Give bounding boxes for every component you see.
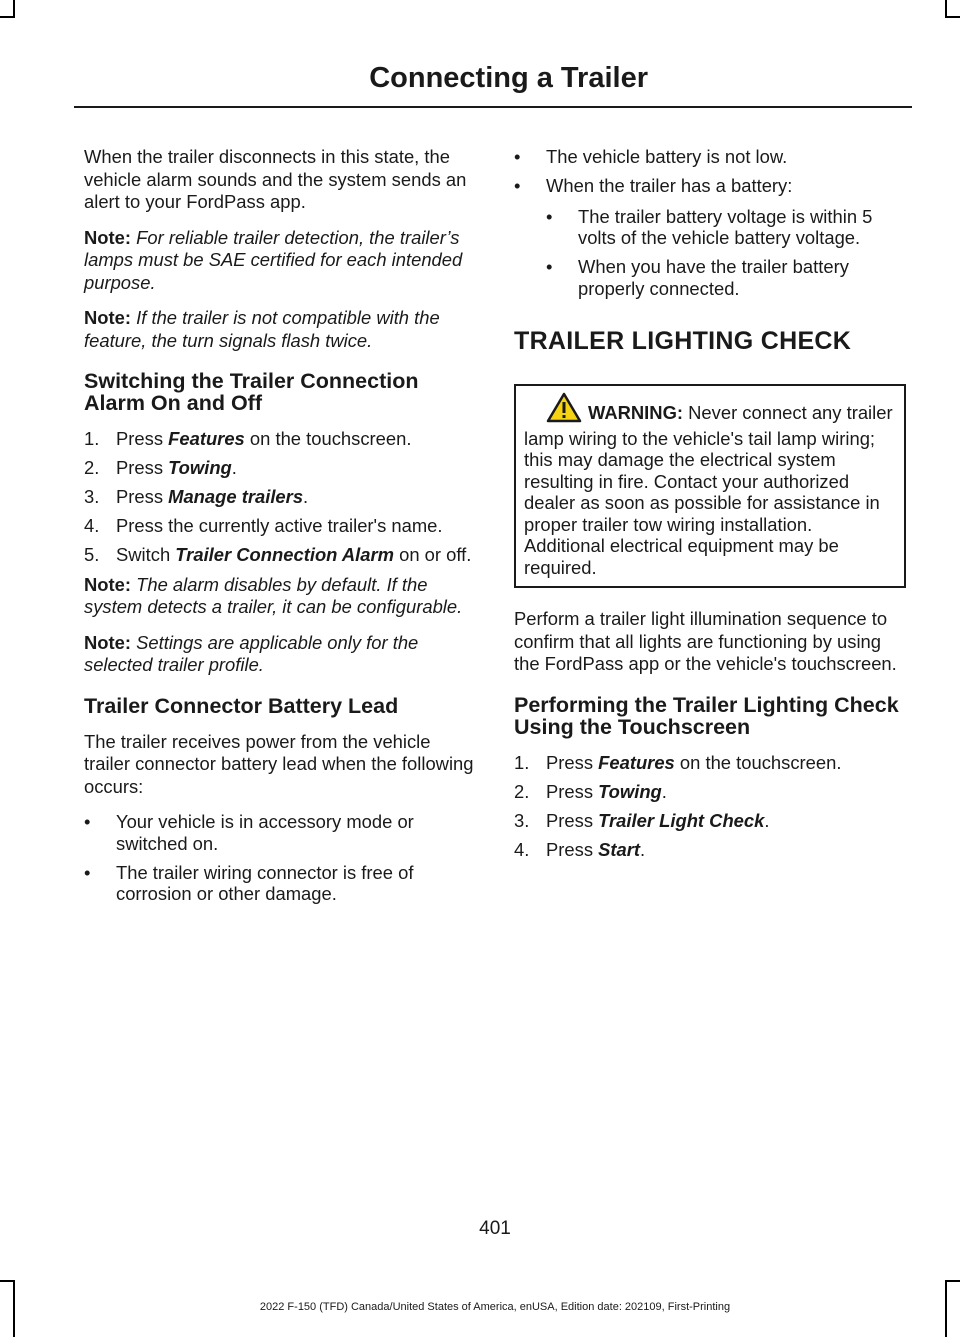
step-number: 4. [514,838,530,860]
footer-edition-info: 2022 F-150 (TFD) Canada/United States of America, enUSA, Edition date: 202109, First-Printing [259,1301,731,1313]
step-ui-label: Features [168,428,245,449]
bullet-item [84,862,476,905]
step-text: . [661,780,667,802]
sub-bullet-item [546,206,906,249]
step-text: Press [546,809,599,831]
intro-paragraph: When the trailer disconnects in this state, the vehicle alarm sounds and the system sends an alert to your FordPass app. [84,146,467,212]
bullet-icon: • [514,175,521,196]
step-item [84,515,476,537]
note-text: For reliable trailer detection, the trailer’s lamps must be SAE certified for each intended purpose. [84,226,463,293]
step-item [514,752,906,774]
note-text: If the trailer is not compatible with the feature, the turn signals flash twice. [84,307,440,351]
step-number: 1. [84,428,100,449]
step-ui-label: Trailer Connection Alarm [175,544,394,565]
warning-box [514,384,906,588]
step-item [514,810,906,832]
step-ui-label: Towing [168,457,232,478]
bullet-item [84,811,476,854]
crop-mark [0,16,15,18]
bullet-icon: • [84,811,91,832]
note-label: Note: [84,226,131,248]
bullet-icon: • [84,861,91,883]
step-number: 2. [514,780,530,802]
step-text: Press [116,486,169,507]
note-label: Note: [84,573,131,595]
note [84,632,476,677]
step-text: Press [546,780,599,802]
step-item [84,486,476,508]
note [84,574,476,619]
note [84,227,476,295]
heading-lighting-check: Performing the Trailer Lighting Check Using the Touchscreen [514,692,899,739]
left-column [84,146,476,913]
bullet-text: When the trailer has a battery: [546,175,793,196]
step-text: Switch [116,544,176,565]
step-number: 2. [84,457,100,478]
step-text: Press the currently active trailer's name. [116,515,443,536]
battery-conditions [84,811,476,905]
lighting-check-paragraph: Perform a trailer light illumination sequence to confirm that all lights are functioning by using the FordPass app or the vehicle's touchscreen. [514,608,897,674]
step-text: Press [546,751,599,773]
bullet-text: The trailer battery voltage is within 5 volts of the vehicle battery voltage. [578,205,873,248]
step-text: Press [546,838,599,860]
lighting-check-steps [514,752,906,861]
bullet-item [514,175,906,299]
bullet-icon: • [546,256,553,277]
step-ui-label: Features [598,751,675,773]
note [84,307,476,352]
step-text: . [231,457,237,478]
warning-label: WARNING: [588,402,684,423]
step-ui-label: Start [598,838,641,860]
step-number: 5. [84,544,100,565]
crop-mark [945,1280,960,1282]
note-text: Settings are applicable only for the selected trailer profile. [84,631,419,675]
note-label: Note: [84,307,131,328]
step-number: 4. [84,515,100,536]
bullet-text: When you have the trailer battery properly connected. [578,256,849,299]
battery-conditions-continued [514,146,906,299]
step-text: on or off. [393,544,472,565]
step-text: Press [116,457,169,478]
page-number: 401 [479,1218,511,1239]
step-ui-label: Manage trailers [168,486,304,507]
crop-mark [945,16,960,18]
step-text: . [764,809,770,831]
step-number: 3. [514,809,530,831]
bullet-icon: • [546,205,553,227]
sub-bullet-list [546,206,906,300]
warning-text: Never connect any trailer lamp wiring to the vehicle's tail lamp wiring; this may damage the electrical system resulting in fire. Contact your authorized dealer as soon as possible for assistance in proper trailer tow wiring installation. Additional electrical equipment may be required. [524,402,893,578]
bullet-text: The vehicle battery is not low. [546,146,788,167]
step-item [84,428,476,450]
alarm-steps [84,428,476,566]
step-text: . [303,486,309,507]
bullet-icon: • [514,146,521,167]
step-item [514,781,906,803]
right-column [514,146,906,868]
heading-battery-lead: Trailer Connector Battery Lead [84,693,399,718]
step-ui-label: Towing [598,780,662,802]
step-ui-label: Trailer Light Check [598,809,765,831]
step-number: 1. [514,751,530,773]
heading-connection-alarm: Switching the Trailer Connection Alarm On and Off [84,369,419,415]
step-item [514,839,906,861]
step-text: on the touchscreen. [244,428,412,449]
step-text: . [640,838,646,860]
page-title: Connecting a Trailer [369,62,648,94]
header-rule [74,106,912,108]
note-label: Note: [84,631,131,653]
section-title: TRAILER LIGHTING CHECK [514,327,852,355]
warning-triangle-icon [546,392,582,428]
step-number: 3. [84,486,100,507]
step-item [84,457,476,479]
battery-intro: The trailer receives power from the vehicle trailer connector battery lead when the following occurs: [84,730,474,797]
crop-mark [0,1280,15,1282]
step-text: Press [116,428,169,449]
step-item [84,544,476,566]
note-text: The alarm disables by default. If the system detects a trailer, it can be configurable. [84,573,463,617]
bullet-text: The trailer wiring connector is free of corrosion or other damage. [116,861,414,904]
bullet-item [514,146,906,168]
bullet-text: Your vehicle is in accessory mode or switched on. [116,811,414,854]
sub-bullet-item [546,256,906,299]
step-text: on the touchscreen. [674,751,842,773]
